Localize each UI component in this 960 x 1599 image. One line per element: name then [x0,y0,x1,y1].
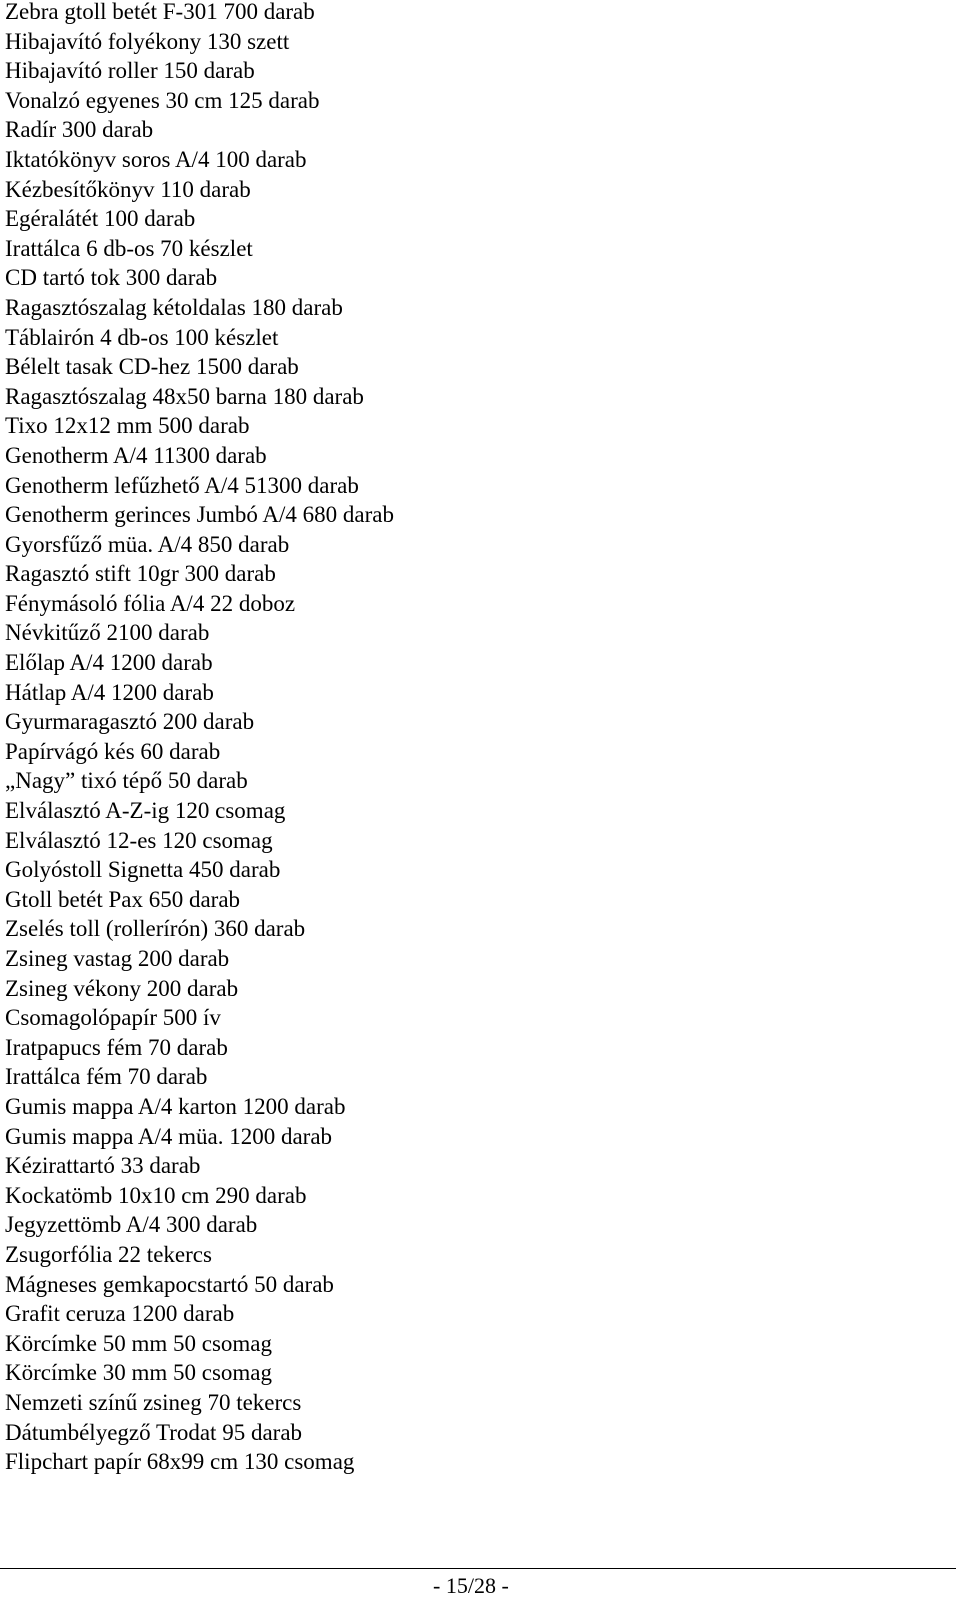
list-item: Ragasztó stift 10gr 300 darab [5,561,276,587]
list-item: Genotherm lefűzhető A/4 51300 darab [5,472,359,498]
list-item: Táblairón 4 db-os 100 készlet [5,324,279,350]
list-item: Zsineg vastag 200 darab [5,946,230,971]
list-item: Jegyzettömb A/4 300 darab [5,1212,258,1238]
list-item: Fénymásoló fólia A/4 22 doboz [5,590,296,616]
list-item: Elválasztó A-Z-ig 120 csomag [5,798,286,824]
list-item: Mágneses gemkapocstartó 50 darab [5,1271,334,1297]
list-item: Gtoll betét Pax 650 darab [5,886,241,912]
list-item: Tixo 12x12 mm 500 darab [5,413,250,439]
list-item: Gumis mappa A/4 müa. 1200 darab [5,1123,333,1149]
list-item: Gyurmaragasztó 200 darab [5,709,255,735]
list-item: Genotherm gerinces Jumbó A/4 680 darab [5,502,394,528]
list-item: Iratpapucs fém 70 darab [5,1034,228,1060]
list-item: Körcímke 30 mm 50 csomag [5,1360,273,1386]
list-item: Zsineg vékony 200 darab [5,975,239,1001]
list-item: Gumis mappa A/4 karton 1200 darab [5,1093,346,1119]
page-number: - 15/28 - [433,1573,509,1598]
list-item: Hátlap A/4 1200 darab [5,679,214,705]
list-item: Irattálca fém 70 darab [5,1064,208,1090]
list-item: Kézirattartó 33 darab [5,1153,201,1179]
list-item: Papírvágó kés 60 darab [5,738,221,764]
list-item: Bélelt tasak CD-hez 1500 darab [5,354,299,380]
list-item: Flipchart papír 68x99 cm 130 csomag [5,1449,355,1475]
list-item: Dátumbélyegző Trodat 95 darab [5,1419,303,1445]
list-item: Ragasztószalag 48x50 barna 180 darab [5,383,364,409]
list-item: Előlap A/4 1200 darab [5,650,213,676]
list-item: Nemzeti színű zsineg 70 tekercs [5,1389,302,1415]
footer-divider [0,1568,956,1569]
list-item: Kézbesítőkönyv 110 darab [5,176,251,202]
list-item: Kockatömb 10x10 cm 290 darab [5,1182,307,1208]
list-item: Zsugorfólia 22 tekercs [5,1241,212,1267]
list-item: Ragasztószalag kétoldalas 180 darab [5,294,343,320]
list-item: „Nagy” tixó tépő 50 darab [5,768,248,794]
list-item: Hibajavító folyékony 130 szett [5,28,290,54]
list-item: Csomagolópapír 500 ív [5,1005,221,1031]
list-item: Körcímke 50 mm 50 csomag [5,1330,273,1356]
list-item: Grafit ceruza 1200 darab [5,1301,235,1327]
list-item: Iktatókönyv soros A/4 100 darab [5,146,307,172]
list-item: Névkitűző 2100 darab [5,620,210,646]
list-item: Genotherm A/4 11300 darab [5,442,267,468]
list-item: CD tartó tok 300 darab [5,265,218,291]
list-item: Radír 300 darab [5,117,154,143]
supply-item-list [5,0,394,1477]
list-item: Zebra gtoll betét F-301 700 darab [5,0,315,24]
list-item: Elválasztó 12-es 120 csomag [5,827,273,853]
list-item: Irattálca 6 db-os 70 készlet [5,235,253,261]
list-item: Zselés toll (rollerírón) 360 darab [5,916,306,942]
list-item: Hibajavító roller 150 darab [5,58,255,84]
list-item: Gyorsfűző müa. A/4 850 darab [5,531,290,557]
list-item: Egéralátét 100 darab [5,206,196,232]
list-item: Golyóstoll Signetta 450 darab [5,857,281,883]
list-item: Vonalzó egyenes 30 cm 125 darab [5,87,320,113]
